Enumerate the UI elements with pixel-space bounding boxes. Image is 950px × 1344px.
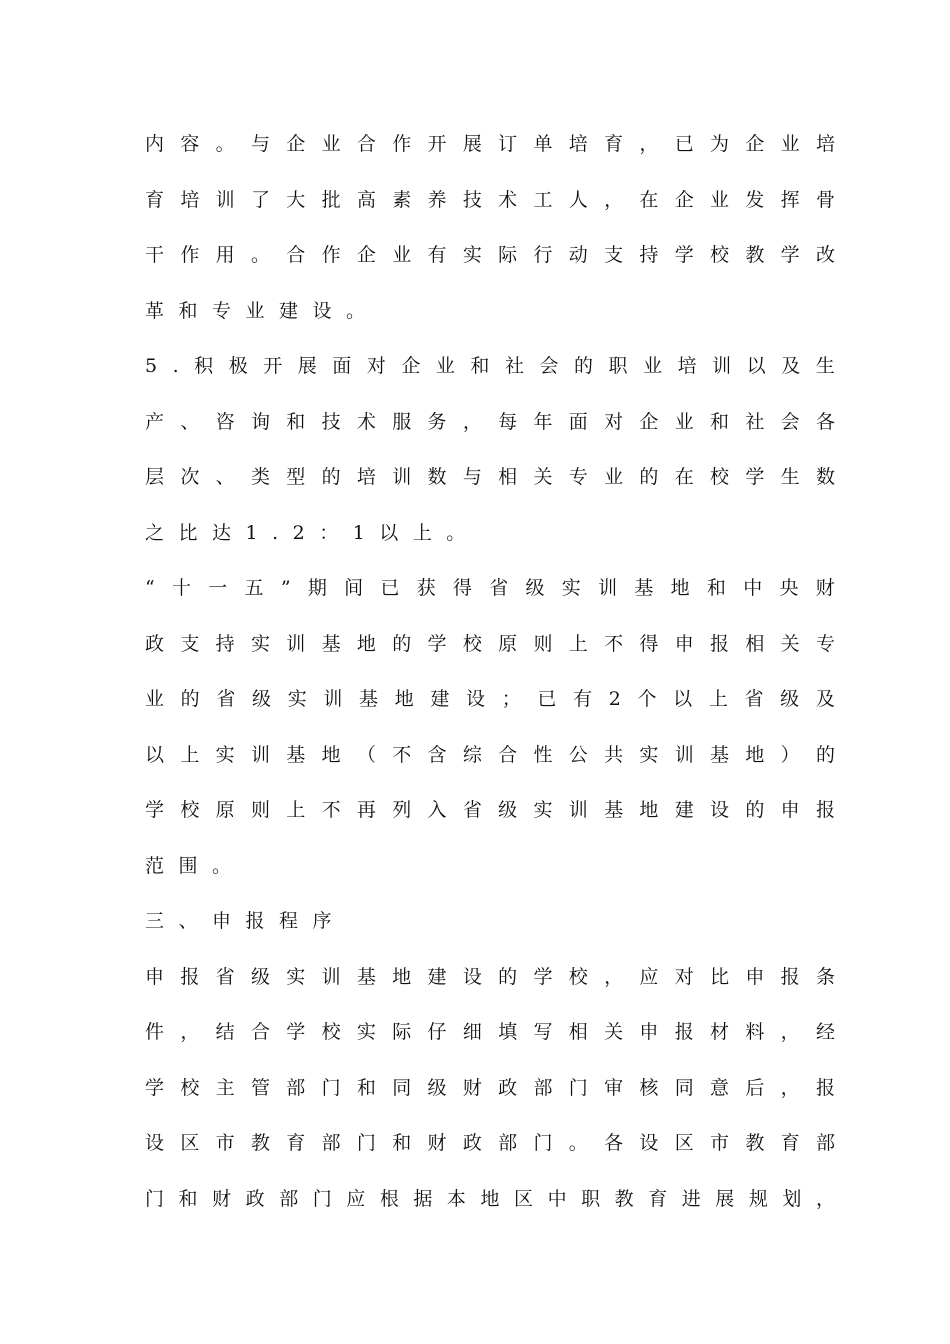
text-line-10: 政 支 持 实 训 基 地 的 学 校 原 则 上 不 得 申 报 相 关 专: [145, 633, 835, 655]
text-line-12: 以 上 实 训 基 地 （ 不 含 综 合 性 公 共 实 训 基 地 ） 的: [145, 744, 835, 766]
text-line-11: 业 的 省 级 实 训 基 地 建 设 ； 已 有 2 个 以 上 省 级 及: [145, 688, 835, 710]
text-line-6: 产 、 咨 询 和 技 术 服 务 ， 每 年 面 对 企 业 和 社 会 各: [145, 411, 835, 433]
text-line-8: 之比达1.2：1以上。: [145, 522, 480, 544]
text-line-18: 学 校 主 管 部 门 和 同 级 财 政 部 门 审 核 同 意 后 ， 报: [145, 1077, 835, 1099]
text-line-16: 申 报 省 级 实 训 基 地 建 设 的 学 校 ， 应 对 比 申 报 条: [145, 966, 835, 988]
text-line-9: “ 十 一 五 ” 期 间 已 获 得 省 级 实 训 基 地 和 中 央 财: [145, 577, 835, 599]
text-line-1: 内 容 。 与 企 业 合 作 开 展 订 单 培 育 ， 已 为 企 业 培: [145, 133, 835, 155]
text-line-7: 层 次 、 类 型 的 培 训 数 与 相 关 专 业 的 在 校 学 生 数: [145, 466, 835, 488]
text-line-20: 门 和 财 政 部 门 应 根 据 本 地 区 中 职 教 育 进 展 规 划 ，: [145, 1188, 835, 1210]
text-line-3: 干 作 用 。 合 作 企 业 有 实 际 行 动 支 持 学 校 教 学 改: [145, 244, 835, 266]
text-line-13: 学 校 原 则 上 不 再 列 入 省 级 实 训 基 地 建 设 的 申 报: [145, 799, 835, 821]
text-line-14: 范围。: [145, 855, 246, 877]
text-line-5: 5 . 积 极 开 展 面 对 企 业 和 社 会 的 职 业 培 训 以 及 生: [145, 355, 835, 377]
text-line-19: 设 区 市 教 育 部 门 和 财 政 部 门 。 各 设 区 市 教 育 部: [145, 1132, 835, 1154]
section-heading: 三、申报程序: [145, 910, 347, 932]
text-line-17: 件 ， 结 合 学 校 实 际 仔 细 填 写 相 关 申 报 材 料 ， 经: [145, 1021, 835, 1043]
text-line-2: 育 培 训 了 大 批 高 素 养 技 术 工 人 ， 在 企 业 发 挥 骨: [145, 189, 835, 211]
text-line-4: 革和专业建设。: [145, 300, 380, 322]
